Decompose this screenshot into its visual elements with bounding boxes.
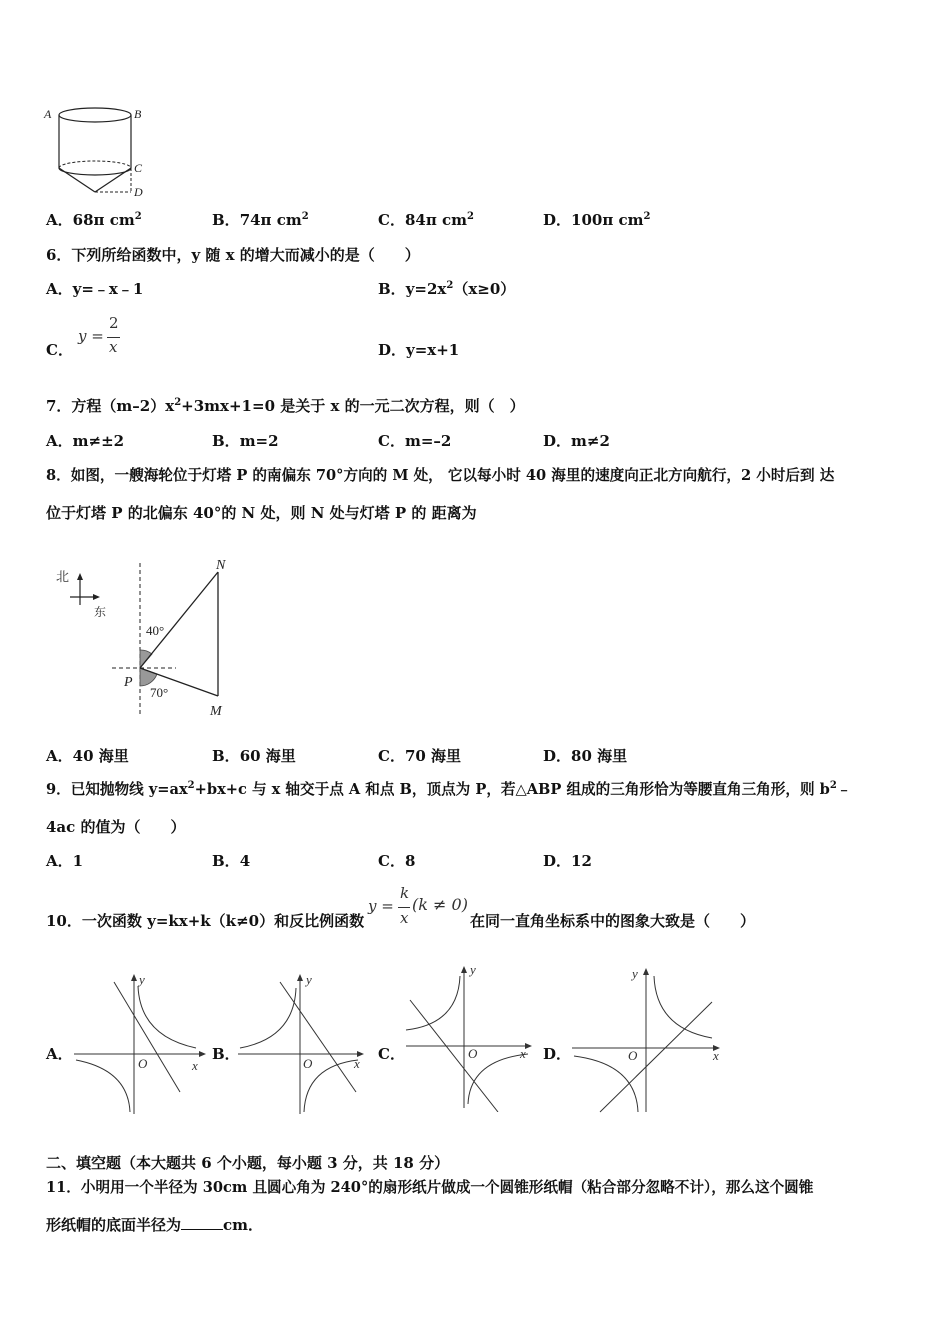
q5-label-d: D <box>134 185 143 199</box>
q5-option-c: C．84π $cm^2$ <box>378 211 475 229</box>
q8-line2: 位于灯塔 P 的北偏东 40°的 N 处，则 N 处与灯塔 P 的 距离为 <box>46 504 477 522</box>
q5-label-b: B <box>134 107 142 121</box>
q10-graph-d <box>570 964 730 1114</box>
q10d-y-label: y <box>632 966 638 981</box>
q5-option-b: B．74π $cm^2$ <box>212 211 309 229</box>
q8-north-label: 北 <box>56 570 70 585</box>
q9-line2: 4ac 的值为（ ） <box>46 818 186 836</box>
q8-angle-70: 70° <box>150 685 169 700</box>
q10-formula-num: k <box>400 884 410 902</box>
q6-formula-num: 2 <box>109 314 119 332</box>
q8-line1: 8．如图，一艘海轮位于灯塔 P 的南偏东 70°方向的 M 处， 它以每小时 40 海里的速度向正北方向航行，2 小时后到 达 <box>46 467 835 484</box>
q8-option-c: C．70 海里 <box>378 747 462 765</box>
q10a-x-label: x <box>192 1058 198 1073</box>
q6-formula-y: y = <box>78 327 104 345</box>
q6-option-b: B．$y=2x^2(x\ge 0)$ <box>378 280 516 298</box>
q11-line1: 11．小明用一个半径为 30cm 且圆心角为 240°的扇形纸片做成一个圆锥形纸帽（粘合部分忽略不计），那么这个圆锥 <box>46 1179 814 1196</box>
q10b-o-label: O <box>303 1056 313 1071</box>
q5-option-d: D．100π $cm^2$ <box>543 211 651 229</box>
q10-formula-bar <box>398 907 410 908</box>
q8-option-b: B．60 海里 <box>212 747 296 765</box>
q10-graph-b <box>236 968 376 1118</box>
q10c-y-label: y <box>470 962 476 977</box>
q10b-x-label: x <box>354 1056 360 1071</box>
q5-label-a: A <box>44 107 52 121</box>
q10-graph-c <box>404 962 544 1112</box>
q10c-x-label: x <box>520 1046 526 1061</box>
q8-angle-40: 40° <box>146 623 165 638</box>
q11-answer-blank[interactable] <box>181 1215 223 1230</box>
q5-option-a: A．68π $cm^2$ <box>46 211 142 229</box>
q9-option-a: A．1 <box>46 852 84 870</box>
q8-option-d: D．80 海里 <box>543 747 628 765</box>
q10d-x-label: x <box>713 1048 719 1063</box>
q6-formula-den: x <box>109 338 118 356</box>
section2-title: 二、填空题（本大题共 6 个小题，每小题 3 分，共 18 分） <box>46 1154 450 1172</box>
q10-stem-a: 10．一次函数 y=kx+k（k≠0）和反比例函数 <box>46 912 365 930</box>
q7-option-d: D．m≠2 <box>543 432 610 450</box>
q10-formula-y: y = <box>368 897 394 915</box>
q5-cylinder-cone-figure <box>40 98 150 202</box>
q10-formula <box>368 884 470 932</box>
q10-stem-b: 在同一直角坐标系中的图象大致是（ ） <box>470 912 756 930</box>
q8-label-p: P <box>124 675 133 690</box>
q5-label-c: C <box>134 161 143 175</box>
q8-label-m: M <box>210 704 222 719</box>
q9-line1: 9．已知抛物线 $y=ax^2+bx+c$ 与 x 轴交于点 A 和点 B，顶点为 P，若△ABP 组成的三角形恰为等腰直角三角形，则 $b^2﹣$ <box>46 780 852 798</box>
q10d-o-label: O <box>628 1048 638 1063</box>
q8-east-label: 东 <box>94 605 107 619</box>
q10-option-c-letter: C． <box>378 1045 405 1063</box>
q6-option-c-letter: C． <box>46 341 73 359</box>
q8-lighthouse-figure <box>46 555 256 723</box>
q10c-o-label: O <box>468 1046 478 1061</box>
q6-option-c-formula <box>78 314 138 360</box>
q9-option-c: C．8 <box>378 852 416 870</box>
q10-formula-cond: (k ≠ 0) <box>412 895 468 914</box>
q10b-y-label: y <box>306 972 312 987</box>
q7-option-a: A．m≠±2 <box>46 432 125 450</box>
q10-option-d-letter: D． <box>543 1045 572 1063</box>
q7-option-c: C．m=–2 <box>378 432 452 450</box>
q7-option-b: B．m=2 <box>212 432 279 450</box>
q10a-o-label: O <box>138 1056 148 1071</box>
q6-option-a: A．y=﹣x﹣1 <box>46 280 144 298</box>
q11-line2: 形纸帽的底面半径为 cm． <box>46 1216 264 1234</box>
q10-option-b-letter: B． <box>212 1045 240 1063</box>
q10a-y-label: y <box>139 972 145 987</box>
q9-option-d: D．12 <box>543 852 592 870</box>
q6-option-d: D．y=x+1 <box>378 341 460 359</box>
q8-option-a: A．40 海里 <box>46 747 129 765</box>
q9-option-b: B．4 <box>212 852 251 870</box>
q10-option-a-letter: A． <box>46 1045 73 1063</box>
q7-stem: 7．方程$(m-2)x^2+3mx+1=0$ 是关于 x 的一元二次方程，则（ ） <box>46 397 525 415</box>
q8-label-n: N <box>216 558 226 573</box>
q10-formula-den: x <box>400 909 409 927</box>
q10-graph-a <box>72 968 212 1118</box>
q6-stem: 6．下列所给函数中，y 随 x 的增大而减小的是（ ） <box>46 246 420 264</box>
